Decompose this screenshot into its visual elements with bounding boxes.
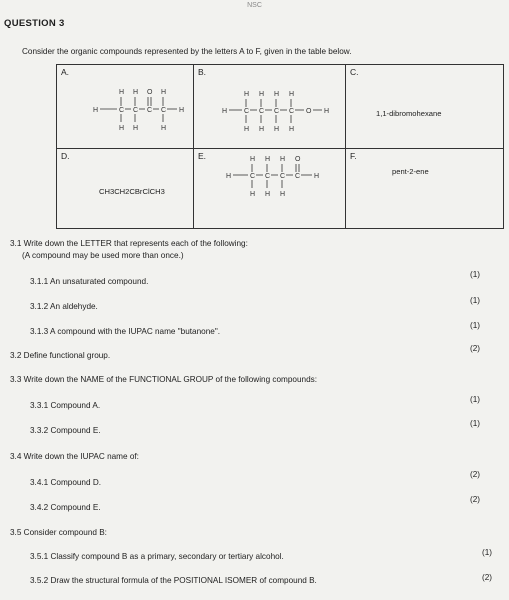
question-3-1-3: 3.1.3 A compound with the IUPAC name "butanone". [30,327,220,336]
label-compound-c: C. [350,67,359,77]
atom-h: H [226,173,232,180]
atom-c: C [244,108,250,115]
marks-3-1-2: (1) [470,296,481,305]
label-compound-a: A. [61,67,70,77]
formula-compound-d: CH3CH2CBrClCH3 [99,187,165,196]
atom-h: H [133,125,139,132]
label-compound-b: B. [198,67,207,77]
structure-compound-b [216,85,344,141]
marks-3-2: (2) [470,344,481,353]
question-title: QUESTION 3 [4,18,65,29]
question-3-4: 3.4 Write down the IUPAC name of: [10,452,139,461]
atom-h: H [244,91,250,98]
question-3-5: 3.5 Consider compound B: [10,528,107,537]
atom-h: H [222,108,228,115]
atom-h: H [259,91,265,98]
question-3-4-2: 3.4.2 Compound E. [30,503,101,512]
atom-c: C [147,107,153,114]
marks-3-5-1: (1) [482,548,493,557]
name-compound-f: pent-2-ene [392,167,429,176]
atom-h: H [93,107,99,114]
question-3-1-1: 3.1.1 An unsaturated compound. [30,277,149,286]
marks-3-4-2: (2) [470,495,481,504]
structure-compound-e [220,151,340,205]
atom-h: H [244,126,250,133]
atom-h: H [265,156,271,163]
marks-3-3-2: (1) [470,419,481,428]
atom-h: H [274,91,280,98]
cell-compound-d [57,149,194,229]
question-intro: Consider the organic compounds represented by the letters A to F, given in the table below. [22,47,352,56]
atom-c: C [289,108,295,115]
atom-o: O [147,89,153,96]
atom-h: H [133,89,139,96]
label-compound-f: F. [350,151,357,161]
atom-h: H [250,156,256,163]
atom-h: H [161,125,167,132]
atom-h: H [274,126,280,133]
compounds-table [56,64,504,229]
atom-h: H [314,173,320,180]
atom-c: C [133,107,139,114]
question-3-3: 3.3 Write down the NAME of the FUNCTIONAL GROUP of the following compounds: [10,375,318,384]
cell-compound-b [194,65,346,149]
atom-o: O [306,108,312,115]
atom-h: H [161,89,167,96]
name-compound-c: 1,1-dibromohexane [376,109,442,118]
atom-h: H [289,126,295,133]
question-3-4-1: 3.4.1 Compound D. [30,478,102,487]
label-compound-e: E. [198,151,207,161]
atom-h: H [250,191,256,198]
question-3-5-2: 3.5.2 Draw the structural formula of the POSITIONAL ISOMER of compound B. [30,576,317,585]
atom-c: C [119,107,125,114]
atom-c: C [274,108,280,115]
marks-3-5-2: (2) [482,573,493,582]
cell-compound-e [194,149,346,229]
structure-compound-a [85,85,195,139]
atom-c: C [250,173,256,180]
question-3-3-1: 3.3.1 Compound A. [30,401,101,410]
atom-h: H [265,191,271,198]
question-3-3-2: 3.3.2 Compound E. [30,426,101,435]
cell-compound-f [346,149,504,229]
atom-h: H [289,91,295,98]
page-header-code: NSC [247,2,262,9]
atom-c: C [161,107,167,114]
atom-c: C [280,173,286,180]
atom-h: H [280,156,286,163]
marks-3-1-3: (1) [470,321,481,330]
marks-3-3-1: (1) [470,395,481,404]
question-3-2: 3.2 Define functional group. [10,351,111,360]
atom-h: H [259,126,265,133]
question-3-5-1: 3.5.1 Classify compound B as a primary, secondary or tertiary alcohol. [30,552,284,561]
atom-h: H [119,125,125,132]
atom-c: C [259,108,265,115]
atom-o: O [295,156,301,163]
cell-compound-c [346,65,504,149]
marks-3-1-1: (1) [470,270,481,279]
cell-compound-a [57,65,194,149]
atom-h: H [179,107,185,114]
atom-c: C [265,173,271,180]
atom-h: H [324,108,330,115]
label-compound-d: D. [61,151,70,161]
question-3-1: 3.1 Write down the LETTER that represents each of the following: [10,239,248,248]
atom-c: C [295,173,301,180]
atom-h: H [119,89,125,96]
question-3-1-note: (A compound may be used more than once.) [22,251,184,260]
atom-h: H [280,191,286,198]
marks-3-4-1: (2) [470,470,481,479]
question-3-1-2: 3.1.2 An aldehyde. [30,302,98,311]
